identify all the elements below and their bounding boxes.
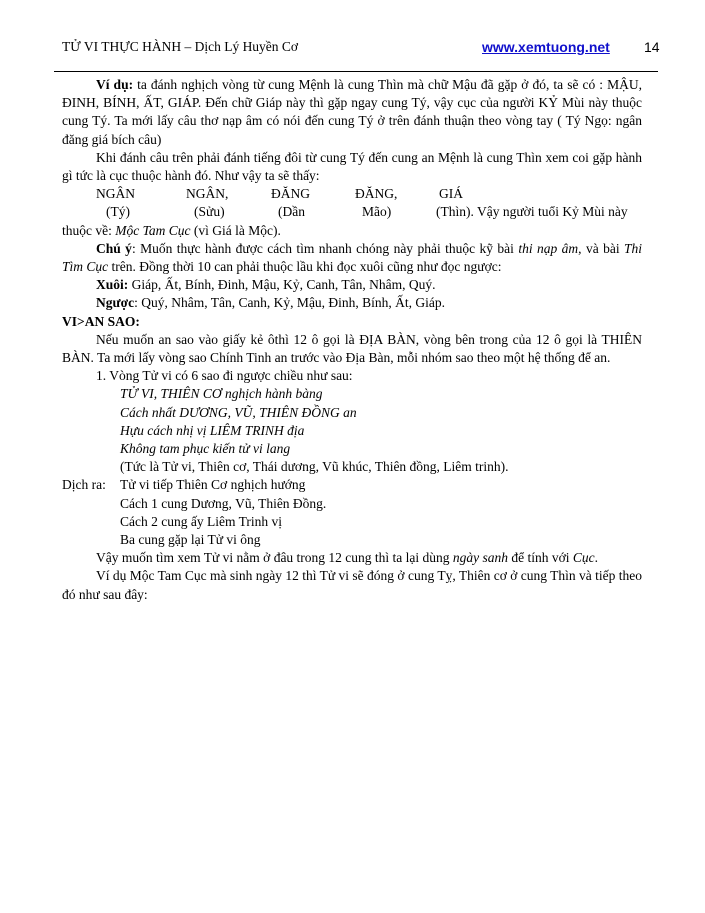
- section-title: VI>AN SAO:: [62, 313, 140, 329]
- example-label: Ví dụ:: [96, 77, 134, 92]
- palace-4: Mão): [362, 204, 392, 220]
- translation-text-1: Tử vi tiếp Thiên Cơ nghịch hướng: [120, 477, 306, 493]
- xuoi-label: Xuôi:: [96, 277, 129, 293]
- palace-5: (Thìn). Vậy người tuổi Kỷ Mùi này: [436, 204, 628, 220]
- header-title: TỬ VI THỰC HÀNH – Dịch Lý Huyền Cơ: [62, 39, 299, 54]
- xuoi-line: [62, 276, 642, 294]
- note-text-2: , và bài: [578, 240, 624, 256]
- cuc-suffix: (vì Giá là Mộc).: [190, 222, 281, 238]
- word-2: NGÂN,: [186, 186, 229, 202]
- note-label: Chú ý: [96, 240, 132, 256]
- nguoc-label: Ngược: [96, 295, 135, 311]
- palace-2: (Sửu): [194, 204, 225, 220]
- poem-line-3: [62, 422, 642, 440]
- poem-text-1: TỬ VI, THIÊN CƠ nghịch hành bàng: [120, 386, 323, 402]
- cuc-name: Mộc Tam Cục: [115, 222, 191, 238]
- word-5: GIÁ: [439, 186, 463, 202]
- paragraph-example: [62, 76, 642, 149]
- example-text: ta đánh nghịch vòng từ cung Mệnh là cung Thìn mà chữ Mậu đã gặp ở đó, ta sẽ có : MẬU, ĐINH, BÍNH, ẤT, GIÁP. Đến chữ Giáp này thì gặp ngay cung Tý, vậy cục của người KỶ Mùi này thuộc cung Tý. Ta mới lấy câu thơ nạp âm có nói đến cung Tý ở trên đánh thuận theo vòng tay ( Tý Ngọ: ngân đăng giá bích câu): [62, 77, 642, 147]
- note-text-1: : Muốn thực hành được cách tìm nhanh chóng này phải thuộc kỹ bài: [131, 240, 519, 256]
- page-header: [62, 39, 660, 61]
- website-link[interactable]: www.xemtuong.net: [482, 39, 610, 55]
- poem-text-4: Không tam phục kiến tử vi lang: [120, 441, 291, 457]
- cuc-prefix: thuộc về:: [62, 222, 116, 238]
- document-body: [62, 76, 642, 604]
- list-item-1: 1. Vòng Tử vi có 6 sao đi ngược chiều như sau:: [96, 368, 353, 384]
- conclusion-italic-2: Cục: [572, 550, 595, 566]
- translation-line-4: Ba cung gặp lại Tử vi ông: [120, 532, 261, 548]
- poem-text-3: Hựu cách nhị vị LIÊM TRINH địa: [120, 422, 305, 438]
- paragraph-an-sao: Nếu muốn an sao vào giấy kẻ ôthì 12 ô gọi là ĐỊA BÀN, vòng bên trong của 12 ô gọi là THIÊN BÀN. Ta mới lấy vòng sao Chính Tinh an trước vào Địa Bàn, mỗi nhóm sao theo một hệ thống để an.: [62, 331, 642, 366]
- conclusion-text-3: .: [594, 550, 599, 566]
- poem-line-1: [62, 385, 642, 403]
- poem-line-2: [62, 404, 642, 422]
- xuoi-text: Giáp, Ất, Bính, Đinh, Mậu, Kỷ, Canh, Tân, Nhâm, Quý.: [128, 277, 436, 293]
- palace-1: (Tý): [106, 204, 130, 220]
- translation-label: Dịch ra:: [62, 477, 106, 493]
- note-italic-1: thi nạp âm: [518, 240, 579, 256]
- page-number: 14: [644, 39, 660, 55]
- conclusion-text-1: Vậy muốn tìm xem Tử vi nằm ở đâu trong 12 cung thì ta lại dùng: [96, 550, 453, 566]
- paragraph-explain: Khi đánh câu trên phải đánh tiếng đôi từ cung Tý đến cung an Mệnh là cung Thìn xem coi gặp hành gì tức là cục thuộc hành đó. Như vậy ta sẽ thấy:: [62, 149, 642, 184]
- nguoc-line: [62, 294, 642, 312]
- conclusion-text-2: để tính với: [508, 550, 573, 566]
- translation-line-3: Cách 2 cung ấy Liêm Trinh vị: [120, 513, 282, 529]
- word-1: NGÂN: [96, 186, 135, 202]
- word-row: [62, 185, 642, 203]
- nguoc-text: : Quý, Nhâm, Tân, Canh, Kỷ, Mậu, Đinh, Bính, Ất, Giáp.: [134, 295, 446, 311]
- palace-row: [62, 203, 642, 221]
- header-divider: [54, 71, 658, 72]
- palace-3: (Dần: [278, 204, 305, 220]
- paragraph-note: [62, 240, 642, 276]
- word-4: ĐĂNG,: [355, 186, 398, 202]
- note-text-3: trên. Đồng thời 10 can phải thuộc lầu khi đọc xuôi cũng như đọc ngược:: [108, 259, 502, 274]
- poem-note: (Tức là Tử vi, Thiên cơ, Thái dương, Vũ khúc, Thiên đồng, Liêm trinh).: [120, 459, 509, 475]
- section-heading: [62, 313, 642, 331]
- translation-line-1: [62, 476, 642, 494]
- poem-line-4: [62, 440, 642, 458]
- cuc-line: [62, 222, 642, 240]
- word-3: ĐĂNG: [271, 186, 310, 202]
- paragraph-conclusion: [62, 549, 642, 567]
- poem-text-2: Cách nhất DƯƠNG, VŨ, THIÊN ĐỒNG an: [120, 404, 357, 420]
- paragraph-final-example: Ví dụ Mộc Tam Cục mà sinh ngày 12 thì Tử vi sẽ đóng ở cung Tỵ, Thiên cơ ở cung Thìn và tiếp theo đó như sau đây:: [62, 568, 642, 602]
- note-italic-2: Thi Tìm Cục: [62, 240, 643, 274]
- translation-line-2: Cách 1 cung Dương, Vũ, Thiên Đồng.: [120, 495, 327, 511]
- conclusion-italic-1: ngày sanh: [452, 550, 509, 566]
